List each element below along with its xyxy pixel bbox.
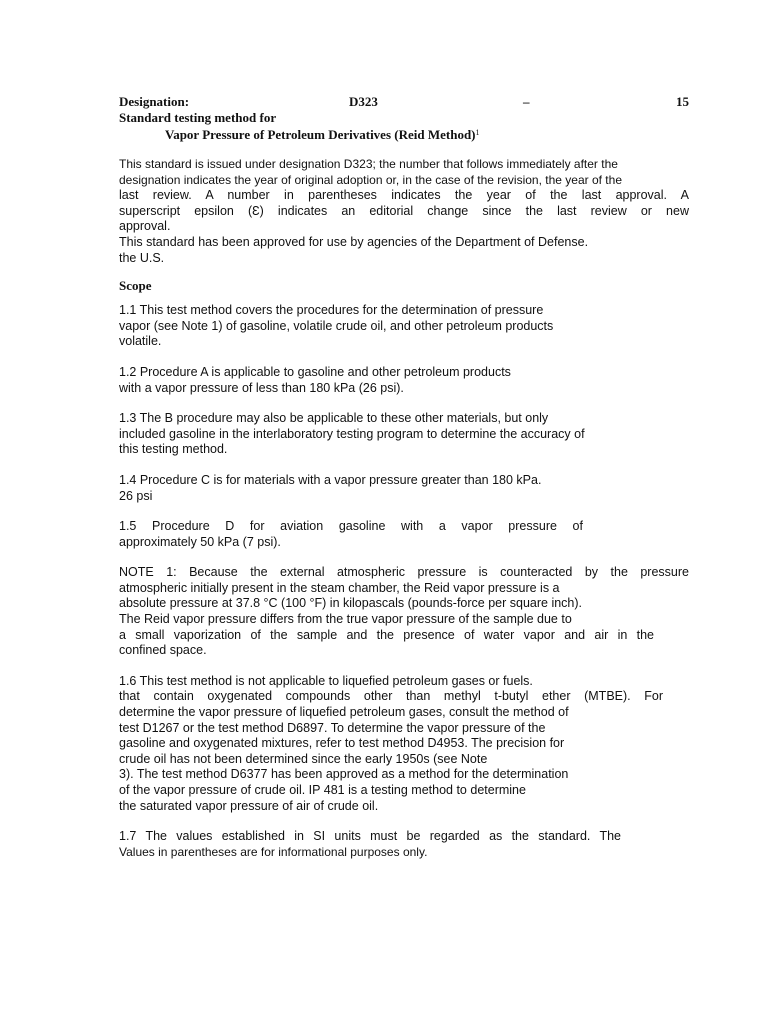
section-line: 1.3 The B procedure may also be applicable to these other materials, but only: [119, 411, 549, 426]
note-line: atmospheric initially present in the steam chamber, the Reid vapor pressure is a: [119, 580, 560, 595]
intro-line: This standard is issued under designation D323; the number that follows immediately after the: [119, 157, 618, 171]
intro-paragraph: [119, 157, 689, 266]
designation-label: Designation:: [119, 94, 190, 109]
note-line: The Reid vapor pressure differs from the true vapor pressure of the sample due to: [119, 612, 572, 627]
section-line: determine the vapor pressure of liquefied petroleum gases, consult the method of: [119, 705, 569, 720]
note-1: [119, 565, 689, 659]
section-line: the saturated vapor pressure of air of crude oil.: [119, 798, 379, 813]
section-line: 1.7 The values established in SI units must be regarded as the standard. The: [119, 829, 621, 844]
section-line: with a vapor pressure of less than 180 kPa (26 psi).: [119, 380, 404, 395]
title-line-1: Standard testing method for: [119, 110, 277, 125]
scope-heading: Scope: [119, 278, 152, 294]
section-line: crude oil has not been determined since the early 1950s (see Note: [119, 751, 488, 766]
section-line: of the vapor pressure of crude oil. IP 481 is a testing method to determine: [119, 783, 526, 797]
section-line: included gasoline in the interlaboratory testing program to determine the accuracy of: [119, 426, 585, 441]
note-line: a small vaporization of the sample and the presence of water vapor and air in the: [119, 627, 654, 642]
intro-line: This standard has been approved for use by agencies of the Department of Defense.: [119, 234, 589, 249]
section-line: 1.1 This test method covers the procedures for the determination of pressure: [119, 303, 544, 318]
section-line: this testing method.: [119, 442, 228, 457]
section-line: volatile.: [119, 334, 162, 349]
section-line: 1.4 Procedure C is for materials with a vapor pressure greater than 180 kPa.: [119, 472, 542, 487]
section-line: 1.2 Procedure A is applicable to gasoline and other petroleum products: [119, 364, 511, 379]
section-1-4: [119, 473, 689, 504]
note-line: confined space.: [119, 643, 207, 658]
designation-year: 15: [676, 94, 689, 109]
section-1-7: [119, 829, 689, 860]
document-title: Vapor Pressure of Petroleum Derivatives (Reid Method): [165, 127, 476, 142]
intro-line: the U.S.: [119, 250, 165, 265]
section-line: 26 psi: [119, 488, 153, 503]
intro-line: superscript epsilon (Ɛ) indicates an editorial change since the last review or new: [119, 203, 689, 218]
section-1-6: [119, 674, 689, 814]
note-line: absolute pressure at 37.8 °C (100 °F) in kilopascals (pounds-force per square inch).: [119, 596, 583, 611]
designation-dash: –: [523, 94, 530, 109]
designation-row: [119, 93, 689, 110]
section-line: test D1267 or the test method D6897. To determine the vapor pressure of the: [119, 720, 546, 735]
section-line: vapor (see Note 1) of gasoline, volatile crude oil, and other petroleum products: [119, 318, 554, 333]
section-line: Values in parentheses are for informational purposes only.: [119, 844, 428, 859]
section-1-5: [119, 519, 583, 550]
section-1-1: [119, 303, 689, 350]
section-line: 1.6 This test method is not applicable to liquefied petroleum gases or fuels.: [119, 673, 533, 688]
section-line: 3). The test method D6377 has been approved as a method for the determination: [119, 767, 569, 782]
title-line-2: [119, 125, 689, 142]
section-1-2: [119, 365, 689, 396]
intro-line: last review. A number in parentheses indicates the year of the last approval. A: [119, 188, 689, 203]
section-line: gasoline and oxygenated mixtures, refer to test method D4953. The precision for: [119, 736, 565, 751]
designation-code: D323: [349, 94, 378, 109]
title-footnote-mark: 1: [475, 128, 480, 137]
section-line: that contain oxygenated compounds other than methyl t-butyl ether (MTBE). For: [119, 689, 663, 704]
section-1-3: [119, 411, 689, 458]
note-line: NOTE 1: Because the external atmospheric pressure is counteracted by the pressure: [119, 565, 689, 580]
document-page: [119, 93, 689, 860]
section-line: 1.5 Procedure D for aviation gasoline with a vapor pressure of: [119, 519, 583, 534]
section-line: approximately 50 kPa (7 psi).: [119, 534, 281, 549]
intro-line: designation indicates the year of original adoption or, in the case of the revision, the year of the: [119, 172, 622, 187]
intro-line: approval.: [119, 219, 171, 234]
